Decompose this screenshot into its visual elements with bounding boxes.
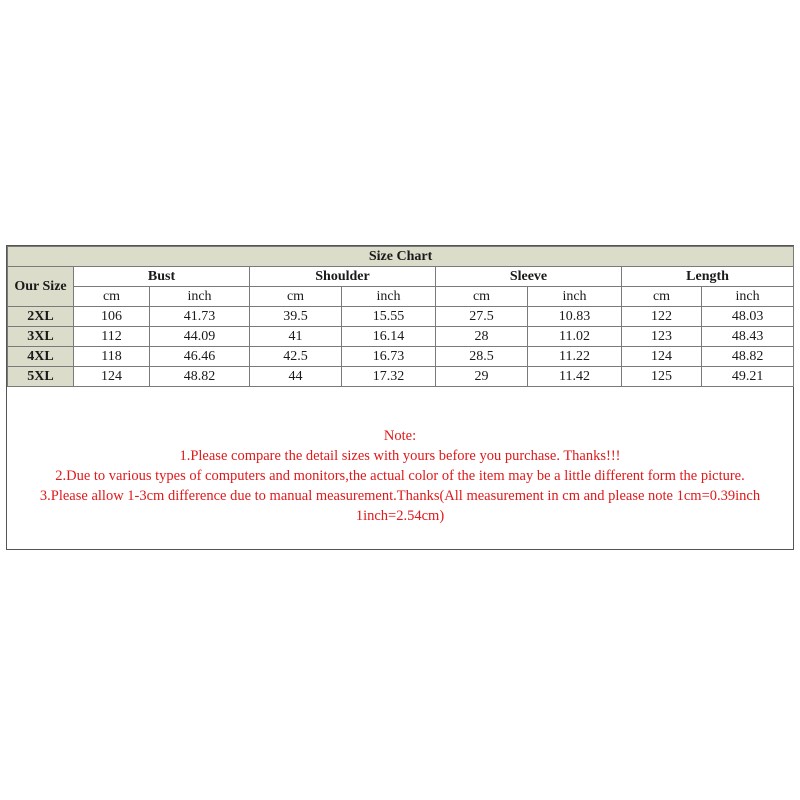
table-cell: 41.73 — [150, 307, 250, 327]
table-cell: 16.14 — [342, 327, 436, 347]
note-line: 1inch=2.54cm) — [355, 508, 445, 524]
note-line: 2.Due to various types of computers and monitors,the actual color of the item may be a little different form the picture. — [55, 468, 745, 484]
table-cell: 48.03 — [702, 307, 794, 327]
size-label: 2XL — [8, 307, 74, 327]
table-cell: 48.82 — [150, 367, 250, 387]
group-header-bust: Bust — [74, 267, 250, 287]
table-cell: 49.21 — [702, 367, 794, 387]
table-cell: 124 — [622, 347, 702, 367]
size-table — [7, 246, 794, 387]
table-cell: 16.73 — [342, 347, 436, 367]
note-heading: Note: — [383, 428, 417, 444]
table-cell: 29 — [436, 367, 528, 387]
note-line: 1.Please compare the detail sizes with yours before you purchase. Thanks!!! — [179, 448, 621, 464]
table-cell: 11.22 — [528, 347, 622, 367]
table-cell: 41 — [250, 327, 342, 347]
size-label: 5XL — [8, 367, 74, 387]
unit-cm: cm — [436, 287, 528, 307]
table-cell: 11.02 — [528, 327, 622, 347]
table-cell: 28.5 — [436, 347, 528, 367]
unit-inch: inch — [702, 287, 794, 307]
group-header-sleeve: Sleeve — [436, 267, 622, 287]
table-cell: 11.42 — [528, 367, 622, 387]
table-row — [8, 347, 794, 367]
table-cell: 39.5 — [250, 307, 342, 327]
unit-inch: inch — [150, 287, 250, 307]
table-cell: 48.82 — [702, 347, 794, 367]
table-cell: 48.43 — [702, 327, 794, 347]
size-chart — [6, 245, 794, 550]
our-size-header: Our Size — [8, 267, 74, 307]
table-cell: 125 — [622, 367, 702, 387]
unit-cm: cm — [622, 287, 702, 307]
table-cell: 112 — [74, 327, 150, 347]
table-cell: 46.46 — [150, 347, 250, 367]
size-label: 3XL — [8, 327, 74, 347]
unit-inch: inch — [342, 287, 436, 307]
note-line: 3.Please allow 1-3cm difference due to manual measurement.Thanks(All measurement in cm and please note 1cm=0.39inch — [39, 488, 761, 504]
table-cell: 118 — [74, 347, 150, 367]
table-cell: 124 — [74, 367, 150, 387]
size-chart-title: Size Chart — [8, 247, 794, 267]
table-row — [8, 367, 794, 387]
table-cell: 15.55 — [342, 307, 436, 327]
size-label: 4XL — [8, 347, 74, 367]
table-cell: 10.83 — [528, 307, 622, 327]
table-cell: 28 — [436, 327, 528, 347]
table-cell: 44 — [250, 367, 342, 387]
table-cell: 27.5 — [436, 307, 528, 327]
table-row — [8, 307, 794, 327]
group-header-length: Length — [622, 267, 794, 287]
unit-inch: inch — [528, 287, 622, 307]
table-cell: 17.32 — [342, 367, 436, 387]
table-cell: 122 — [622, 307, 702, 327]
table-row — [8, 327, 794, 347]
table-cell: 44.09 — [150, 327, 250, 347]
table-cell: 106 — [74, 307, 150, 327]
notes-section — [7, 426, 793, 526]
unit-cm: cm — [74, 287, 150, 307]
group-header-shoulder: Shoulder — [250, 267, 436, 287]
table-cell: 42.5 — [250, 347, 342, 367]
unit-cm: cm — [250, 287, 342, 307]
table-cell: 123 — [622, 327, 702, 347]
